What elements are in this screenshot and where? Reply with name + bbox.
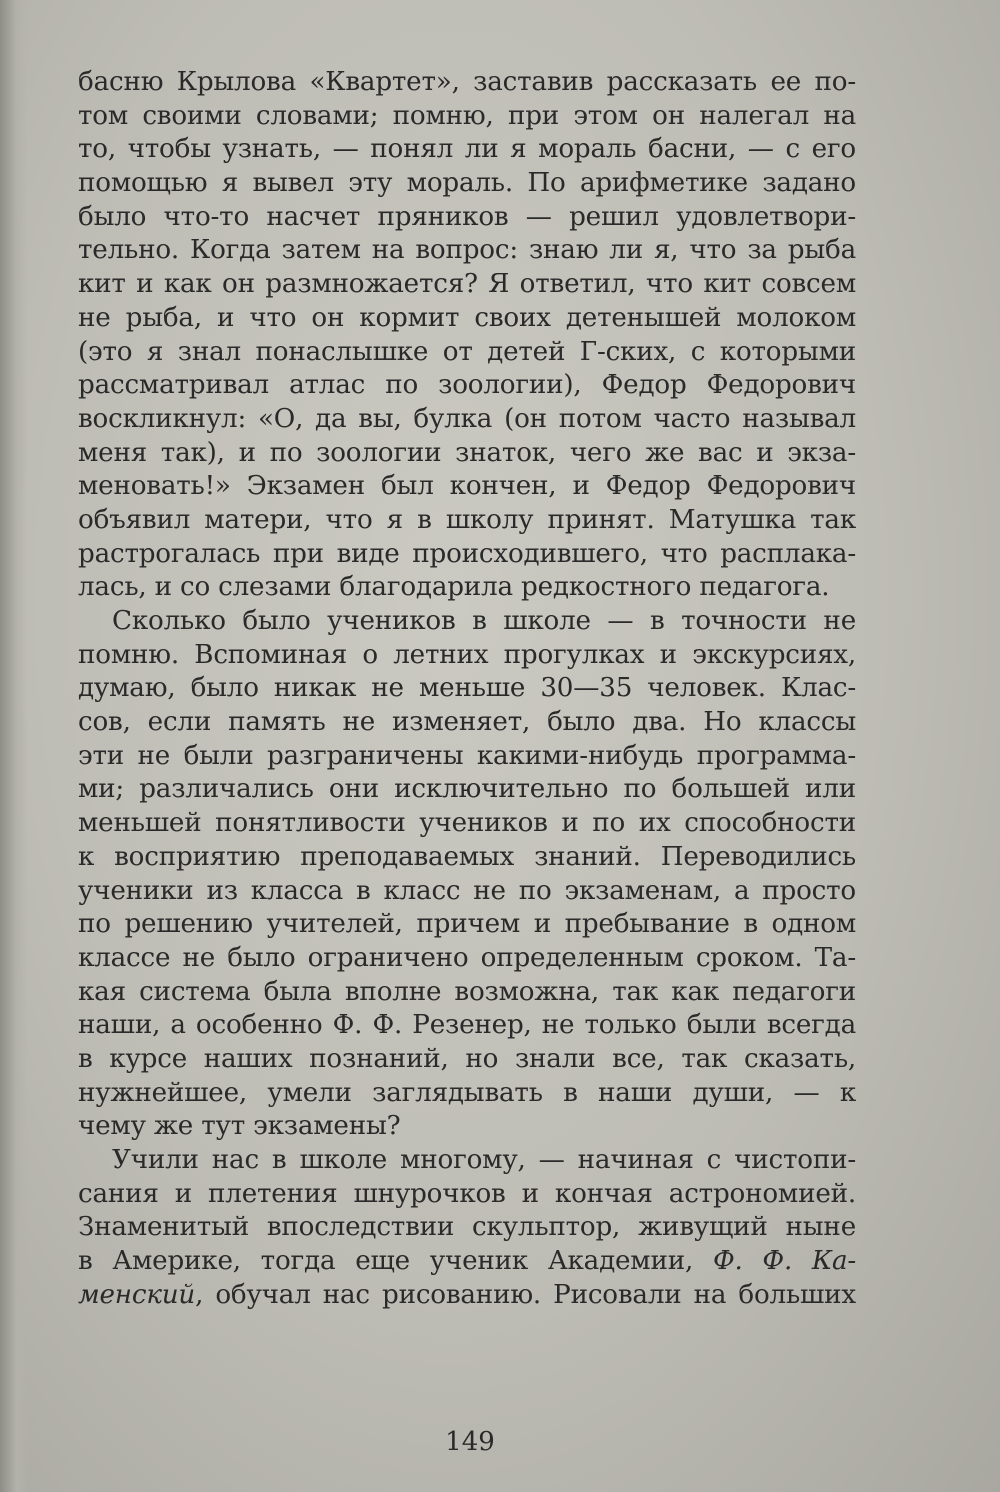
- text-line: ученики из класса в класс не по экзаменам, а просто: [78, 875, 856, 906]
- text-line: объявил матери, что я в школу принят. Матушка так: [78, 504, 856, 535]
- text-line: [78, 1279, 856, 1313]
- text-line: [78, 1245, 856, 1279]
- text-line: кит и как он размножается? Я ответил, что кит совсем: [78, 269, 856, 300]
- text-line: басню Крылова «Квартет», заставив рассказать ее по-: [78, 67, 856, 97]
- text-line: было что-то насчет пряников — решил удовлетвори-: [78, 201, 856, 232]
- page-number: 149: [445, 1427, 495, 1457]
- text-line: том своими словами; помню, при этом он налегал на: [78, 100, 856, 131]
- italic-name-part: Ф. Ф. Ка-: [712, 1246, 857, 1277]
- page-binding-shadow: [0, 0, 28, 1492]
- text-line: Знаменитый впоследствии скульптор, живущий ныне: [78, 1212, 856, 1243]
- text-line: меня так), и по зоологии знаток, чего же вас и экза-: [78, 437, 856, 468]
- book-page-text: [78, 66, 856, 1312]
- text-line: ми; различались они исключительно по большей или: [78, 774, 856, 805]
- text-line: лась, и со слезами благодарила редкостного педагога.: [78, 572, 830, 603]
- text-line: думаю, было никак не меньше 30—35 человек. Клас-: [78, 673, 856, 704]
- text-line: не рыба, и что он кормит своих детенышей молоком: [78, 302, 856, 333]
- text-line-rest: , обучал нас рисованию. Рисовали на больших: [195, 1279, 856, 1310]
- text-line: Учили нас в школе многому, — начиная с чистопи-: [112, 1145, 856, 1175]
- text-line: помню. Вспоминая о летних прогулках и экскурсиях,: [78, 639, 856, 670]
- text-line: в курсе наших познаний, но знали все, так сказать,: [78, 1043, 856, 1074]
- text-line: эти не были разграничены какими-нибудь программа-: [78, 740, 856, 771]
- text-line: (это я знал понаслышке от детей Г-ских, с которыми: [78, 336, 856, 367]
- text-line: Сколько было учеников в школе — в точности не: [112, 606, 856, 636]
- text-line: нужнейшее, умели заглядывать в наши души, — к: [78, 1077, 856, 1108]
- text-line: по решению учителей, причем и пребывание в одном: [78, 909, 856, 940]
- text-line: чему же тут экзамены?: [78, 1111, 401, 1142]
- text-line: наши, а особенно Ф. Ф. Резенер, не только были всегда: [78, 1010, 856, 1041]
- text-line: помощью я вывел эту мораль. По арифметике задано: [78, 168, 856, 199]
- text-line: растрогалась при виде происходившего, что расплака-: [78, 538, 856, 569]
- text-line: меновать!» Экзамен был кончен, и Федор Федорович: [78, 471, 856, 502]
- text-line: классе не было ограничено определенным сроком. Та-: [78, 942, 856, 973]
- text-line-start: в Америке, тогда еще ученик Академии,: [78, 1246, 694, 1277]
- text-line: меньшей понятливости учеников и по их способности: [78, 808, 856, 839]
- text-line: сания и плетения шнурочков и кончая астрономией.: [78, 1178, 856, 1209]
- text-line: воскликнул: «О, да вы, булка (он потом часто называл: [78, 403, 856, 434]
- text-line: сов, если память не изменяет, было два. Но классы: [78, 707, 856, 738]
- italic-name-part: менский: [78, 1279, 196, 1310]
- text-line: тельно. Когда затем на вопрос: знаю ли я, что за рыба: [78, 235, 856, 266]
- text-line: рассматривал атлас по зоологии), Федор Федорович: [78, 370, 856, 401]
- text-line: кая система была вполне возможна, так как педагоги: [78, 976, 856, 1007]
- text-line: к восприятию преподаваемых знаний. Переводились: [78, 841, 856, 872]
- text-line: то, чтобы узнать, — понял ли я мораль басни, — с его: [78, 134, 856, 165]
